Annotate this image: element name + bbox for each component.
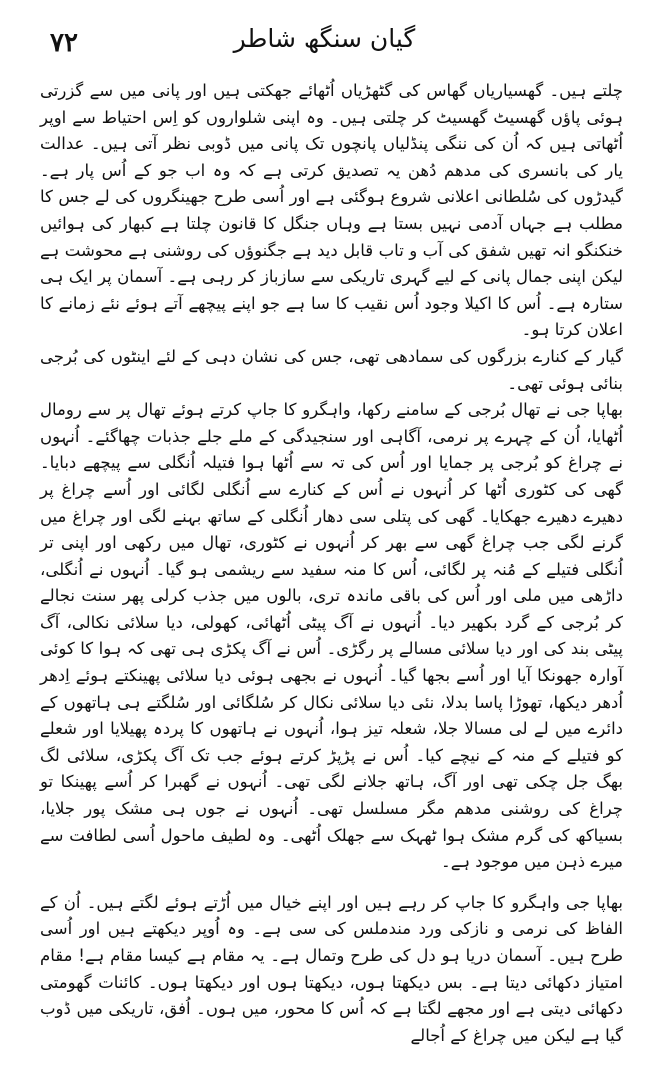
paragraph: بھاپا جی واہگرو کا جاپ کر رہے ہیں اور اپنے خیال میں اُڑتے ہوئے لگتے ہیں۔ اُن کے الفاظ کی نرمی و نازکی ورد مندملس کی سی ہے۔ وہ اُوپر دیکھتے ہیں اور اُسی طرح ہیں۔ آسمان دریا ہو دل کی طرح وتمال ہے۔ یہ مقام ہے کیسا مقام ہے! مقام امتیاز دکھائی دیتا ہے۔ بس دیکھتا ہوں، دیکھتا ہوں اور دیکھتا ہوں۔ کائنات گھومتی دکھائی دیتی ہے اور مجھے لگتا ہے کہ اُس کا محور، میں ہوں۔ اُفق، تاریکی میں ڈوب گیا ہے لیکن میں چراغ کے اُجالے [40,892,623,1045]
body-text [40,78,623,1049]
paragraph: چلتے ہیں۔ گھسیاریاں گھاس کی گٹھڑیاں اُٹھائے جھکتی ہیں اور پانی میں سے گزرتی ہوئی پاؤں گھسیٹ گھسیٹ کر چلتی ہیں۔ وہ اپنی شلواروں کو اِس احتیاط سے اوپر اُٹھاتی ہیں کہ اُن کی ننگی پنڈلیاں پانچوں تک پانی میں ڈوبی نظر آتی ہیں۔ عدالت یار کی بانسری کی مدھم دُھن یہ تصدیق کرتی ہے کہ وہ اب جو کے اُس پار ہے۔ گیدڑوں کی سُلطانی اعلانی شروع ہوگئی ہے اور اُسی طرح جھینگروں کی لے جس کا مطلب ہے جہاں آدمی نہیں بستا ہے وہاں جنگل کا قانون چلتا ہے کبھار کی ہوائیں خنکنگو انہ تھیں شفق کی آب و تاب قابل دید ہے جگنوؤں کی روشنی ہے محوشت ہے لیکن اپنی جمال پانی کے لیے گہری تاریکی سے سازباز کر رہی ہے۔ آسمان پر ایک ہی ستارہ ہے۔ اُس کا اکیلا وجود اُس نقیب کا سا ہے جو اپنے پیچھے آتے ہوئے نئے زمانے کا اعلان کرتا ہو۔ [40,81,623,340]
running-title: گیان سنگھ شاطر [233,24,416,53]
paragraph: بھاپا جی نے تھال بُرجی کے سامنے رکھا، واہگرو کا جاپ کرتے ہوئے تھال پر سے رومال اُٹھایا، اُن کے چہرے پر نرمی، آگاہی اور سنجیدگی کے ملے جلے جذبات چھاگئے۔ اُنہوں نے چراغ کو بُرجی پر جمایا اور اُس کی تہ سے اُٹھا ہوا فتیلہ اُنگلی سے پیچھے دبایا۔ گھی کی کٹوری اُٹھا کر اُنہوں نے اُس کے کنارے سے اُنگلی لگائی اور اُسے چراغ پر دھیرے دھیرے جھکایا۔ گھی کی پتلی سی دھار اُنگلی کے ساتھ بہنے لگی اور چراغ میں گرنے لگی جب چراغ گھی سے بھر کر اُنہوں نے کٹوری، تھال میں رکھی اور اپنی تر اُنگلی فتیلے کے مُنہ پر لگائی، اُس کا منہ سفید سے ریشمی ہو گیا۔ اُنہوں نے اُنگلی، داڑھی میں ملی اور اُس کی باقی ماندہ تری، بالوں میں جذب کرلی پھر سنت نجالے کر بُرجی کے گرد بکھیر دیا۔ اُنہوں نے آگ پیٹی اُٹھائی، کھولی، دیا سلائی نکالی، آگ پیٹی بند کی اور دیا سلائی مسالے پر رگڑی۔ اُس نے آگ پکڑی ہی تھی کہ ہوا کا کوئی آوارہ جھونکا آیا اور اُسے بجھا گیا۔ اُنہوں نے بجھی ہوئی دیا سلائی پھینکتے ہوئے اِدھر اُدھر دیکھا، تھوڑا پاسا بدلا، نئی دیا سلائی نکال کر سُلگائی اور سُلگتے ہی ہاتھوں کے دائرے میں لے لی مسالا جلا، شعلہ تیز ہوا، اُنہوں نے ہاتھوں کا پردہ پھیلایا اور شعلے کو فتیلے کے منہ کے نیچے کیا۔ اُس نے پڑپڑ کرتے ہوئے جب تک آگ پکڑی، سلائی لگ بھگ جل چکی تھی اور آگ، ہاتھ جلانے لگی تھی۔ اُنہوں نے گھبرا کر اُسے پھینکا تو چراغ کی روشنی مدھم مگر مسلسل تھی۔ اُنہوں نے جوں ہی مشک پور جلایا، بسیاکھ کی گرم مشک ہوا ٹھہک سے جھلک اُٹھی۔ وہ لطیف ماحول اُسی لطافت سے میرے ذہن میں موجود ہے۔ [40,400,623,872]
page-number: ۷۲ [50,28,78,58]
page-header [40,22,609,62]
paragraph: گیار کے کنارے بزرگوں کی سمادھی تھی، جس کی نشان دہی کے لئے اینٹوں کی بُرجی بنائی ہوئی تھی۔ [40,346,623,393]
